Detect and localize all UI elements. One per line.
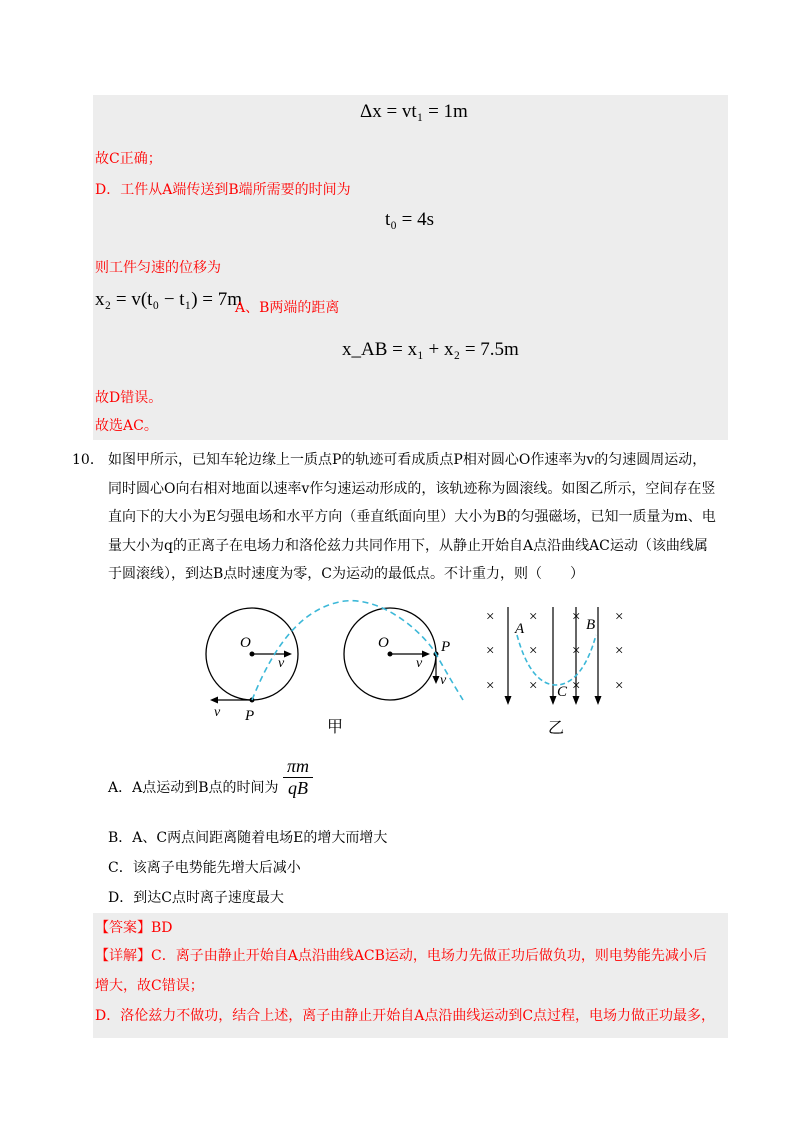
option-a-fraction xyxy=(283,756,313,799)
d-intro: D．工件从A端传送到B端所需要的时间为 xyxy=(95,182,351,198)
option-c: C．该离子电势能先增大后减小 xyxy=(108,860,301,876)
svg-text:×: × xyxy=(486,609,495,625)
svg-text:×: × xyxy=(615,609,624,625)
question-line-4: 量大小为q的正离子在电场力和洛伦兹力共同作用下，从静止开始自A点沿曲线AC运动（该曲线属 xyxy=(108,537,708,554)
svg-text:×: × xyxy=(529,643,538,659)
label-jia: 甲 xyxy=(327,719,344,736)
equation-x2: x₂ = v(t₀ − t₁) = 7m xyxy=(95,289,243,310)
fraction-numerator: πm xyxy=(286,756,310,776)
detail-tag: 【详解】 xyxy=(95,948,151,964)
question-number: 10． xyxy=(72,452,104,468)
uniform-displacement: 则工件匀速的位移为 xyxy=(95,260,221,276)
magnetic-field-crosses xyxy=(486,609,623,694)
label-v-center-left: v xyxy=(278,656,285,671)
answer-line xyxy=(95,918,173,938)
label-A: A xyxy=(515,621,525,637)
question-line-1: 如图甲所示，已知车轮边缘上一质点P的轨迹可看成质点P相对圆心O作速率为v的匀速圆周运动， xyxy=(108,452,707,468)
fraction-denominator: qB xyxy=(283,777,313,799)
svg-text:×: × xyxy=(572,678,581,694)
svg-text:×: × xyxy=(572,609,581,625)
label-O-left: O xyxy=(240,635,251,651)
equation-t0: t₀ = 4s xyxy=(385,209,435,230)
detail-c-2: 增大，故C错误； xyxy=(95,978,204,994)
equation-delta-x: Δx = vt₁ = 1m xyxy=(360,101,468,122)
cycloid-trajectory xyxy=(252,601,463,700)
detail-c-1: C．离子由静止开始自A点沿曲线ACB运动，电场力先做正功后做负功，则电势能先减小后 xyxy=(151,948,707,964)
c-conclusion: 故C正确； xyxy=(95,151,162,167)
label-O-right: O xyxy=(378,635,389,651)
final-choice: 故选AC。 xyxy=(95,418,158,434)
svg-text:×: × xyxy=(486,678,495,694)
option-b: B．A、C两点间距离随着电场E的增大而增大 xyxy=(108,830,388,846)
question-stem xyxy=(108,446,728,589)
detail-line-1 xyxy=(95,946,707,966)
label-v-P-right: v xyxy=(440,673,447,688)
label-v-P-left: v xyxy=(214,705,221,720)
d-conclusion: 故D错误。 xyxy=(95,390,163,406)
answer-value: BD xyxy=(151,920,173,936)
svg-text:×: × xyxy=(529,678,538,694)
arrowhead-P-left xyxy=(210,697,218,704)
answer-tag: 【答案】 xyxy=(95,920,151,936)
option-d: D．到达C点时离子速度最大 xyxy=(108,890,284,906)
svg-text:×: × xyxy=(615,643,624,659)
arrowhead-center-right xyxy=(422,651,430,658)
svg-text:×: × xyxy=(529,609,538,625)
svg-text:×: × xyxy=(486,643,495,659)
svg-text:×: × xyxy=(615,678,624,694)
arrowhead-center-left xyxy=(284,651,292,658)
label-P-right: P xyxy=(441,639,451,655)
label-B: B xyxy=(586,617,596,633)
option-a: A．A点运动到B点的时间为 xyxy=(108,780,279,796)
svg-text:×: × xyxy=(572,643,581,659)
label-yi: 乙 xyxy=(548,720,565,737)
label-P-left: P xyxy=(245,708,255,724)
arrowhead-P-right xyxy=(433,676,440,684)
equation-xab: x_AB = x₁ + x₂ = 7.5m xyxy=(342,339,519,360)
label-C: C xyxy=(557,684,568,700)
question-line-5: 于圆滚线），到达B点时速度为零，C为运动的最低点。不计重力，则（ ） xyxy=(108,566,584,582)
figure-cycloid xyxy=(0,595,800,745)
question-line-3: 直向下的大小为E匀强电场和水平方向（垂直纸面向里）大小为B的匀强磁场，已知一质量为m、电 xyxy=(108,509,716,525)
detail-d-1: D．洛伦兹力不做功，结合上述，离子由静止开始自A点沿曲线运动到C点过程，电场力做正功最多， xyxy=(95,1008,716,1024)
label-v-center-right: v xyxy=(416,656,423,671)
ab-distance: A、B两端的距离 xyxy=(235,300,340,316)
question-line-2: 同时圆心O向右相对地面以速率v作匀速运动形成的，该轨迹称为圆滚线。如图乙所示，空间存在竖 xyxy=(108,480,716,497)
